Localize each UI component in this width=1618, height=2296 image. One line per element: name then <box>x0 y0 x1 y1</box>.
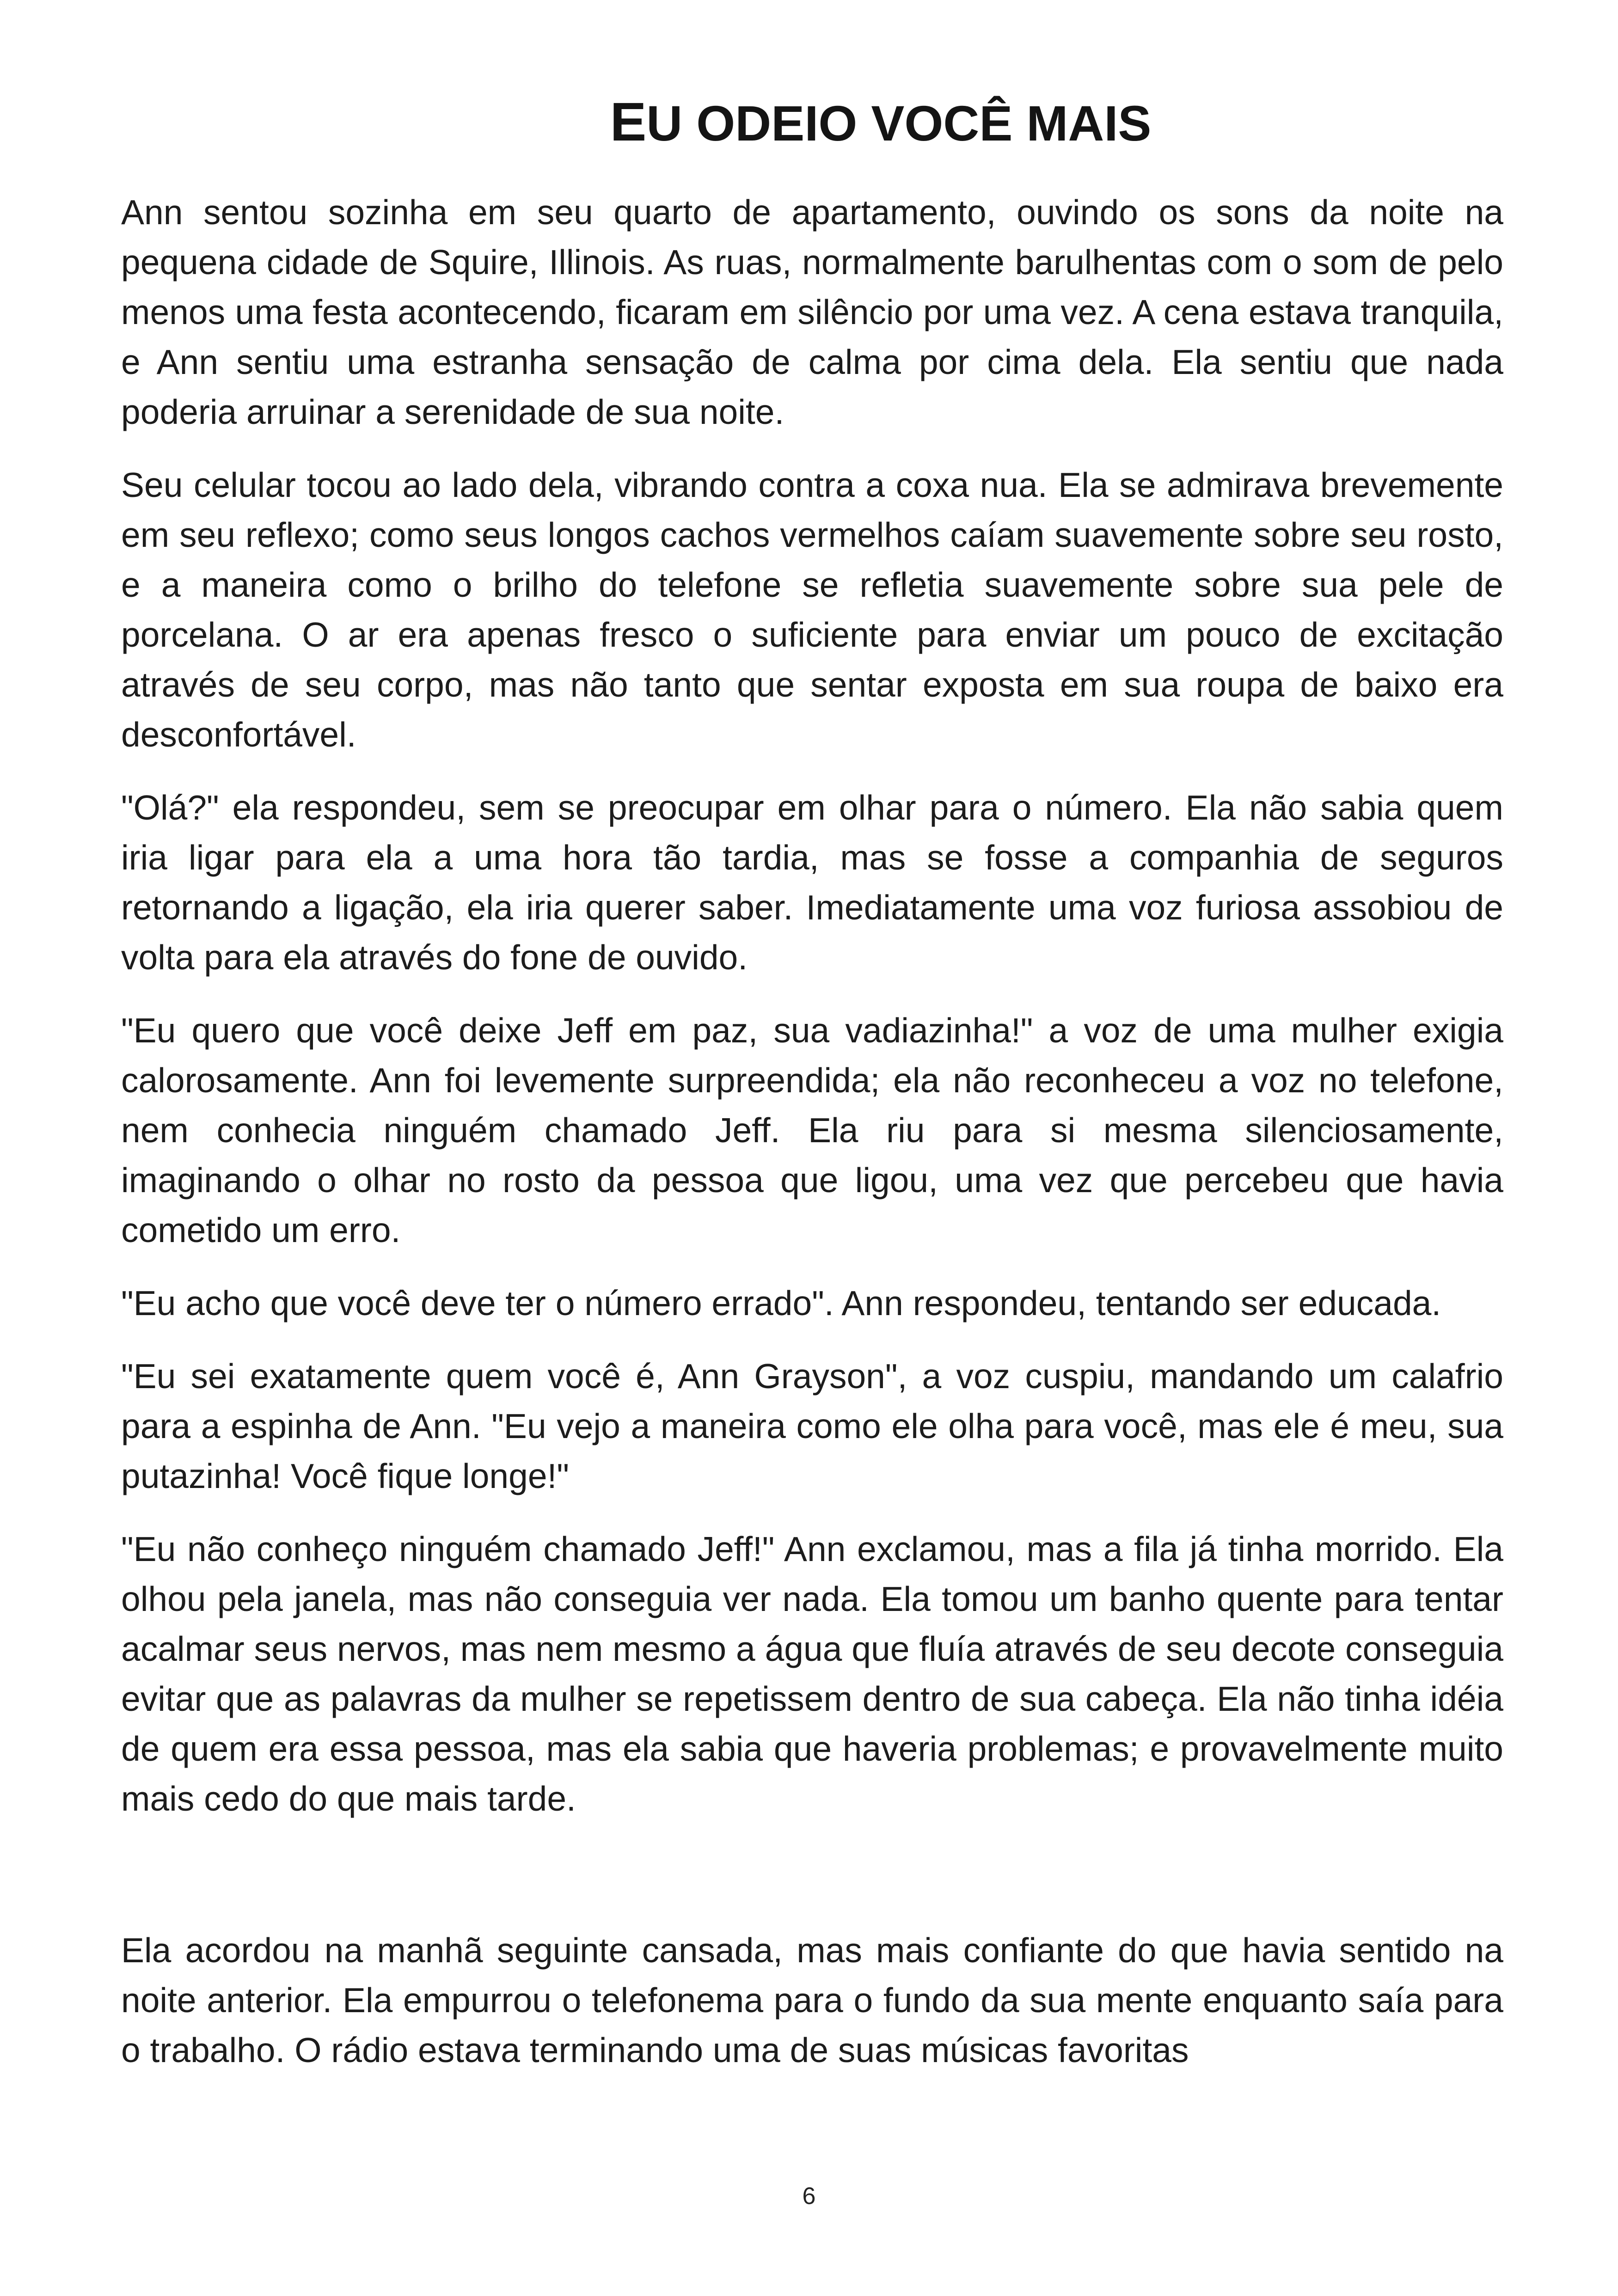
paragraph-1: Ann sentou sozinha em seu quarto de apartamento, ouvindo os sons da noite na pequena cidade de Squire, Illinois. As ruas, normalmente barulhentas com o som de pelo menos uma festa acontecendo, ficaram em silêncio por uma vez. A cena estava tranquila, e Ann sentiu uma estranha sensação de calma por cima dela. Ela sentiu que nada poderia arruinar a serenidade de sua noite. <box>121 193 1503 431</box>
page-number: 6 <box>802 2183 816 2210</box>
chapter-title <box>0 92 1618 153</box>
paragraph-7: "Eu não conheço ninguém chamado Jeff!" Ann exclamou, mas a fila já tinha morrido. Ela olhou pela janela, mas não conseguia ver nada. Ela tomou um banho quente para tentar acalmar seus nervos, mas nem mesmo a água que fluía através de seu decote conseguia evitar que as palavras da mulher se repetissem dentro de sua cabeça. Ela não tinha idéia de quem era essa pessoa, mas ela sabia que haveria problemas; e provavelmente muito mais cedo do que mais tarde. <box>121 1530 1503 1818</box>
paragraph-2: Seu celular tocou ao lado dela, vibrando contra a coxa nua. Ela se admirava brevemente em seu reflexo; como seus longos cachos vermelhos caíam suavemente sobre seu rosto, e a maneira como o brilho do telefone se refletia suavemente sobre sua pele de porcelana. O ar era apenas fresco o suficiente para enviar um pouco de excitação através de seu corpo, mas não tanto que sentar exposta em sua roupa de baixo era desconfortável. <box>121 465 1503 754</box>
paragraph-4: "Eu quero que você deixe Jeff em paz, sua vadiazinha!" a voz de uma mulher exigia calorosamente. Ann foi levemente surpreendida; ela não reconheceu a voz no telefone, nem conhecia ninguém chamado Jeff. Ela riu para si mesma silenciosamente, imaginando o olhar no rosto da pessoa que ligou, uma vez que percebeu que havia cometido um erro. <box>121 1011 1503 1249</box>
paragraph-8: Ela acordou na manhã seguinte cansada, mas mais confiante do que havia sentido na noite anterior. Ela empurrou o telefonema para o fundo da sua mente enquanto saía para o trabalho. O rádio estava terminando uma de suas músicas favoritas <box>121 1931 1503 2069</box>
title-initial: E <box>610 92 647 153</box>
paragraph-5: "Eu acho que você deve ter o número errado". Ann respondeu, tentando ser educada. <box>121 1284 1441 1322</box>
paragraph-3: "Olá?" ela respondeu, sem se preocupar em olhar para o número. Ela não sabia quem iria ligar para ela a uma hora tão tardia, mas se fosse a companhia de seguros retornando a ligação, ela iria querer saber. Imediatamente uma voz furiosa assobiou de volta para ela através do fone de ouvido. <box>121 788 1503 977</box>
body-text <box>121 187 1503 2098</box>
title-rest: U ODEIO VOCÊ MAIS <box>646 95 1152 151</box>
paragraph-6: "Eu sei exatamente quem você é, Ann Grayson", a voz cuspiu, mandando um calafrio para a espinha de Ann. "Eu vejo a maneira como ele olha para você, mas ele é meu, sua putazinha! Você fique longe!" <box>121 1357 1503 1495</box>
